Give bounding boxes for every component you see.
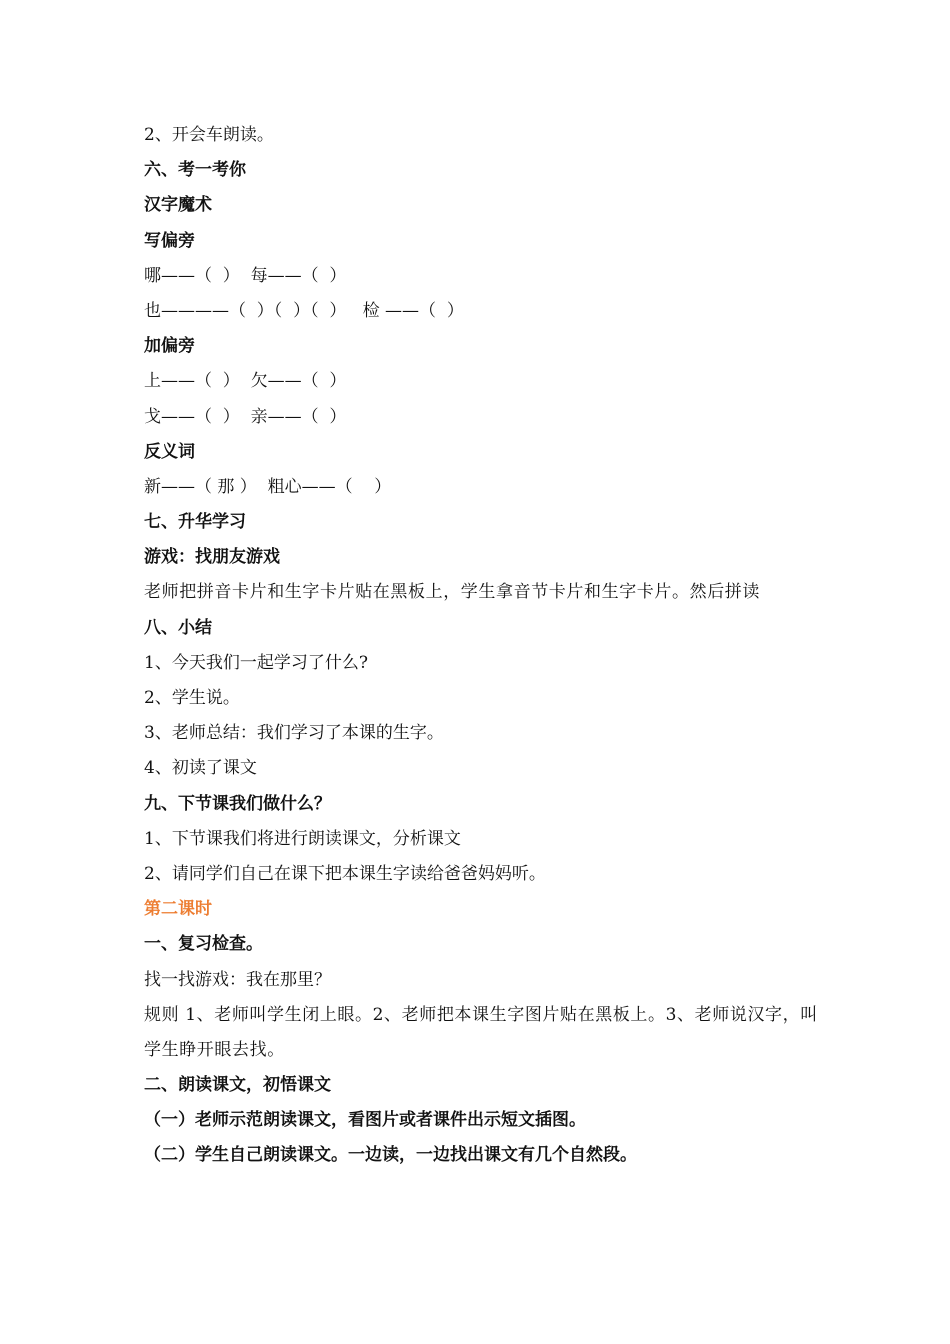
paragraph-find-game: 找一找游戏：我在那里？ — [144, 969, 331, 990]
list-item: 2、请同学们自己在课下把本课生字读给爸爸妈妈听。 — [144, 863, 546, 884]
subheading-antonyms: 反义词 — [144, 441, 195, 462]
exercise-line: 新——（ 那 ） 粗心——（ ） — [144, 476, 392, 497]
heading-section-8: 八、小结 — [144, 617, 212, 638]
subheading-find-friends-game: 游戏：找朋友游戏 — [144, 547, 280, 568]
exercise-line: 哪——（ ） 每——（ ） — [144, 265, 347, 286]
exercise-line: 戈——（ ） 亲——（ ） — [144, 406, 347, 427]
list-item: 1、今天我们一起学习了什么? — [144, 652, 368, 673]
heading-section-6: 六、考一考你 — [144, 160, 246, 181]
subheading-add-radical: 加偏旁 — [144, 336, 195, 357]
subheading-teacher-demo: （一）老师示范朗读课文，看图片或者课件出示短文插图。 — [144, 1110, 586, 1131]
list-item: 3、老师总结：我们学习了本课的生字。 — [144, 723, 444, 744]
paragraph-rules: 规则 1、老师叫学生闭上眼。2、老师把本课生字图片贴在黑板上。3、老师说汉字，叫学生睁开眼去找。 — [144, 1004, 818, 1060]
paragraph-game-description: 老师把拼音卡片和生字卡片贴在黑板上，学生拿音节卡片和生字卡片。然后拼读 — [144, 582, 760, 603]
list-item: 2、学生说。 — [144, 688, 240, 709]
heading-section-7: 七、升华学习 — [144, 512, 246, 533]
heading-section-9: 九、下节课我们做什么？ — [144, 793, 331, 814]
heading-review: 一、复习检查。 — [144, 934, 263, 955]
list-item: 4、初读了课文 — [144, 758, 257, 779]
exercise-line: 也————（ ）（ ）（ ） 检 ——（ ） — [144, 300, 464, 321]
document-page — [144, 118, 824, 1174]
subheading-character-magic: 汉字魔术 — [144, 195, 212, 216]
subheading-student-reading: （二）学生自己朗读课文。一边读，一边找出课文有几个自然段。 — [144, 1145, 637, 1166]
subheading-write-radical: 写偏旁 — [144, 230, 195, 251]
step-drive-reading: 2、开会车朗读。 — [144, 125, 274, 145]
list-item: 1、下节课我们将进行朗读课文，分析课文 — [144, 828, 461, 849]
heading-read-text: 二、朗读课文，初悟课文 — [144, 1075, 331, 1096]
heading-second-lesson: 第二课时 — [144, 899, 212, 920]
exercise-line: 上——（ ） 欠——（ ） — [144, 371, 347, 392]
